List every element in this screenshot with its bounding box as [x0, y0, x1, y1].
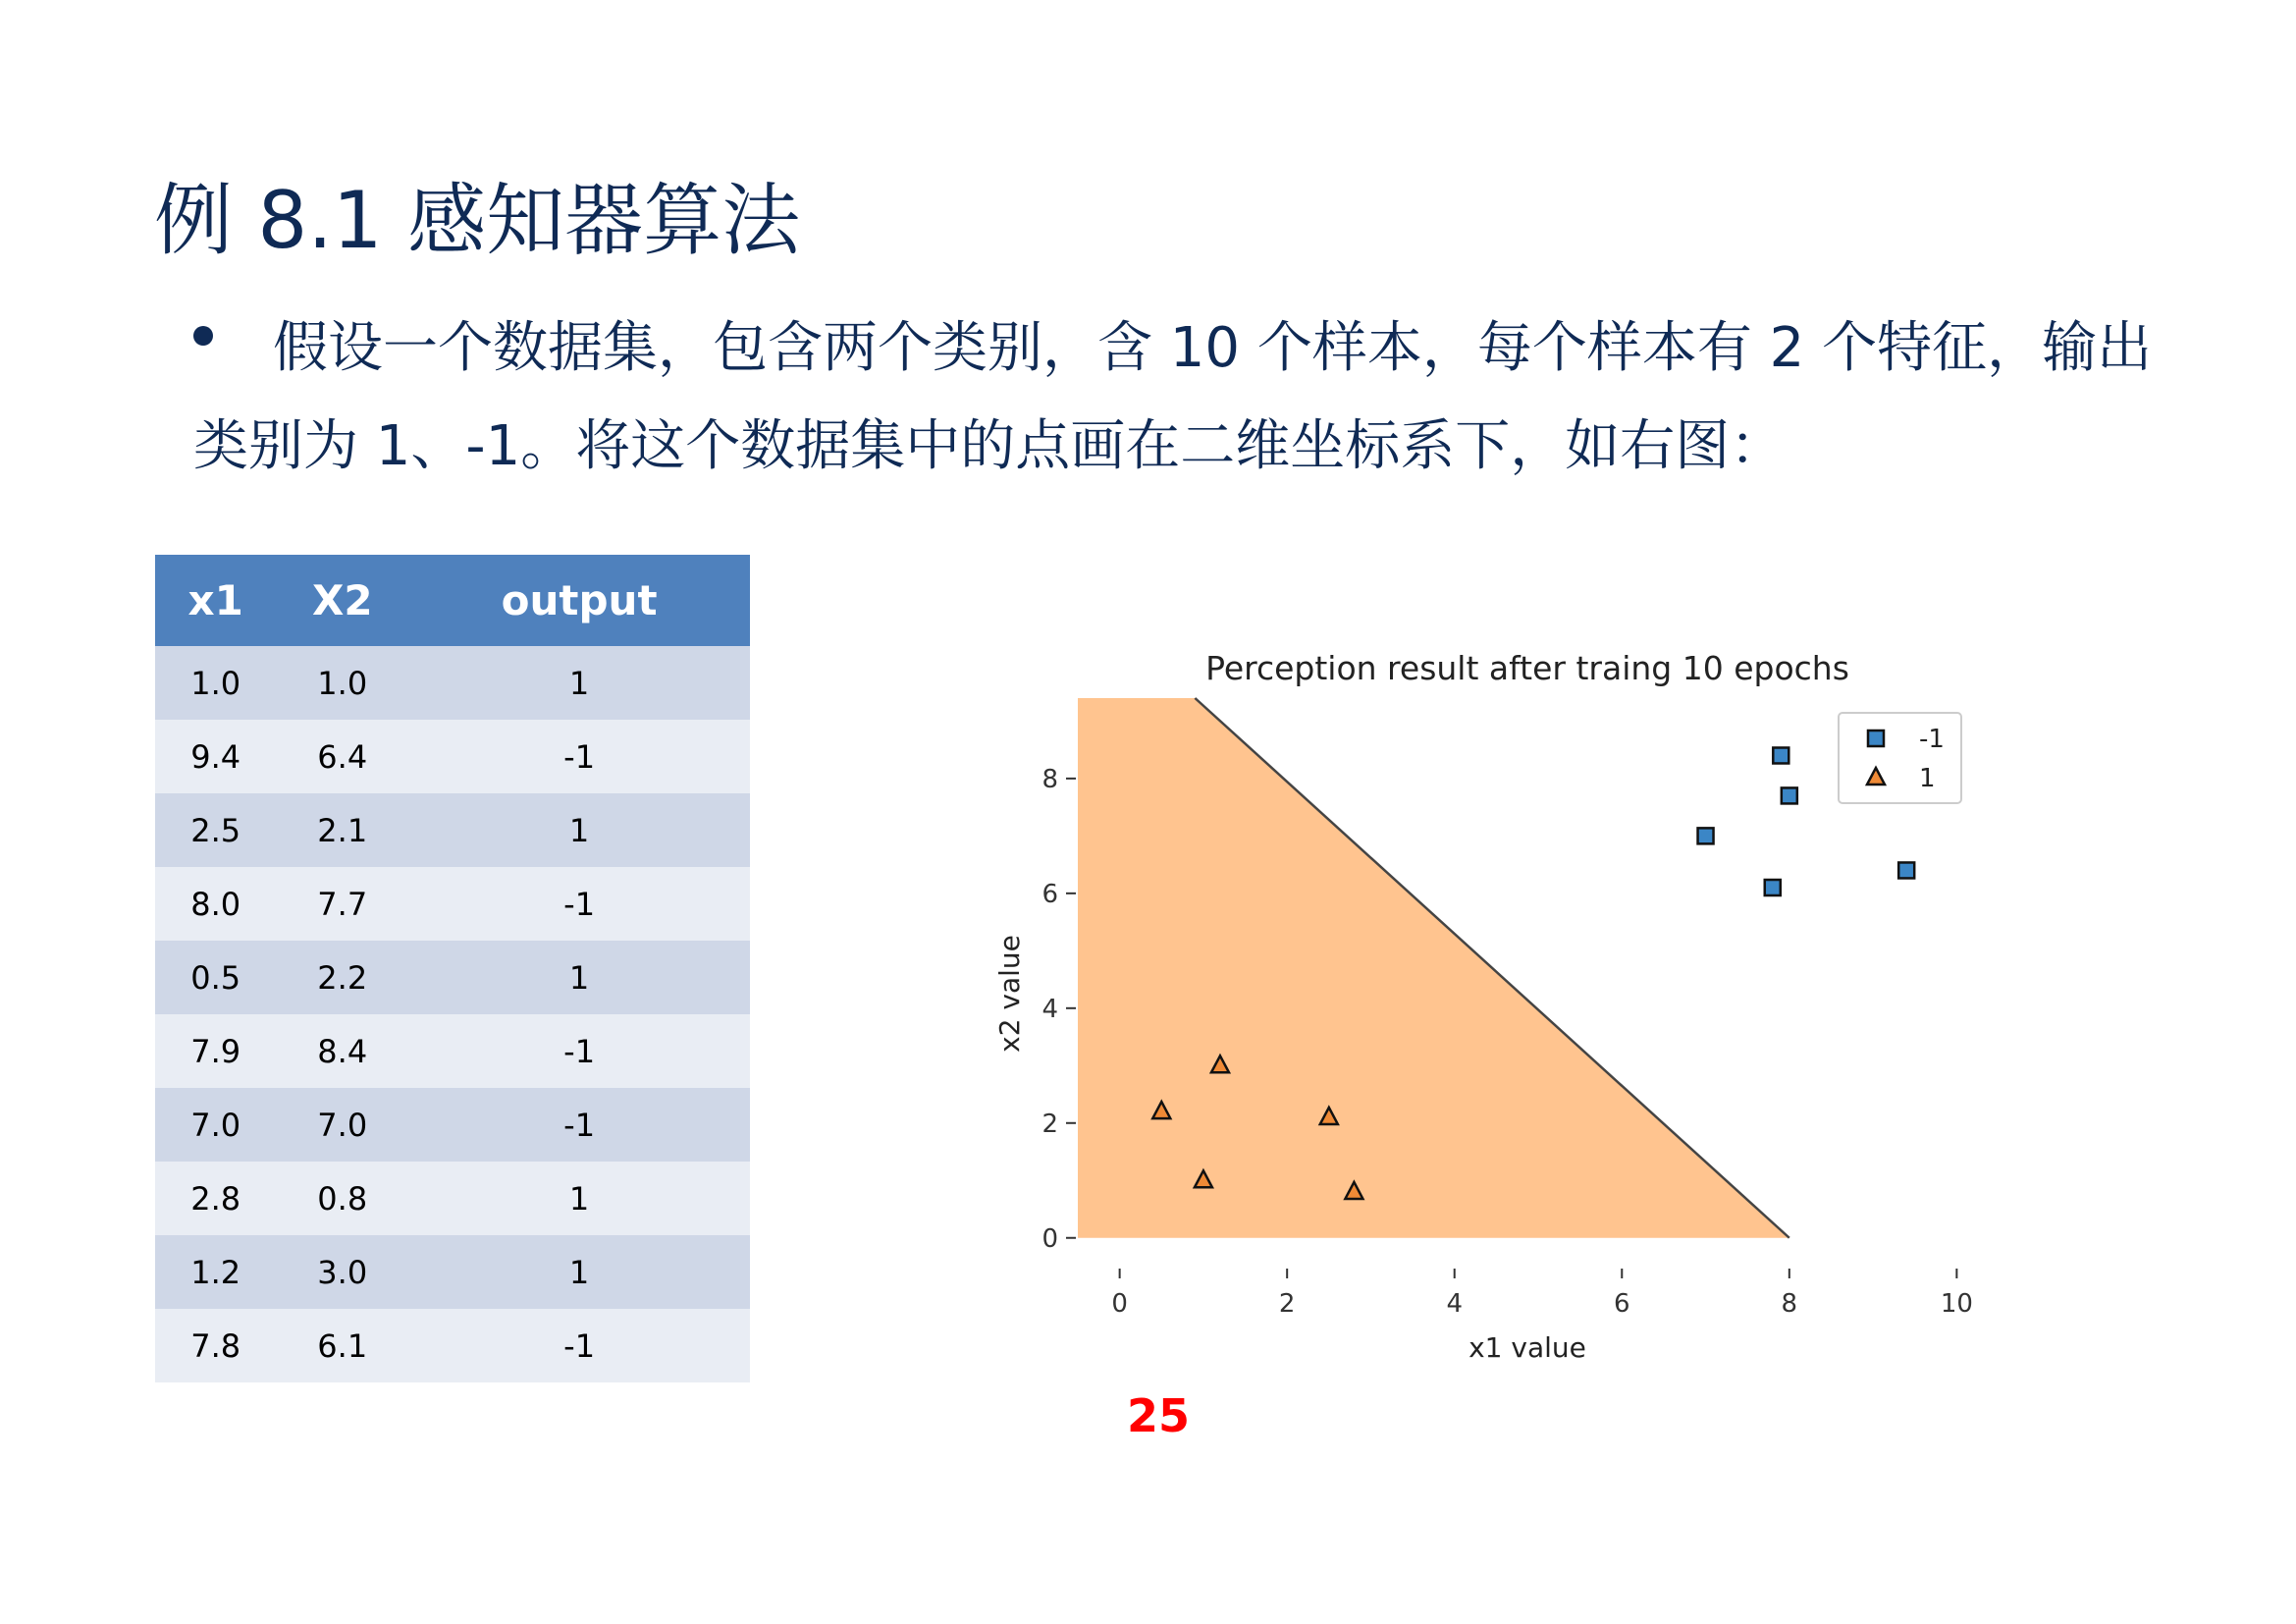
table-row: [155, 867, 750, 941]
y-tick-label: 2: [1041, 1109, 1058, 1139]
y-axis-label: x2 value: [993, 935, 1026, 1053]
page-number: 25: [1126, 1389, 1190, 1442]
scatter-chart: [982, 628, 2002, 1375]
y-tick-label: 8: [1041, 764, 1058, 794]
slide-title: 例 8.1 感知器算法: [154, 175, 801, 266]
y-tick-label: 6: [1041, 879, 1058, 909]
x-axis-label: x1 value: [1468, 1331, 1586, 1364]
table-row: [155, 1235, 750, 1309]
bullet-line-2: 类别为 1、-1。将这个数据集中的点画在二维坐标系下，如右图：: [193, 414, 1786, 478]
data-point-square: [1765, 880, 1781, 895]
data-point-square: [1782, 787, 1797, 803]
x-tick-label: 6: [1613, 1289, 1630, 1319]
table-row: [155, 646, 750, 720]
x-tick-label: 10: [1940, 1289, 1973, 1319]
table-cell: 1: [408, 941, 750, 1014]
chart-title: Perception result after traing 10 epochs: [1205, 649, 1849, 687]
table-cell: 6.1: [276, 1309, 408, 1382]
table-cell: 1: [408, 1162, 750, 1235]
table-cell: 7.7: [276, 867, 408, 941]
table-cell: -1: [408, 1088, 750, 1162]
table-cell: 6.4: [276, 720, 408, 793]
table-cell: 7.8: [155, 1309, 276, 1382]
data-point-square: [1898, 862, 1914, 878]
table-row: [155, 793, 750, 867]
table-cell: -1: [408, 720, 750, 793]
table-row: [155, 1309, 750, 1382]
header-output: output: [408, 555, 750, 646]
table-cell: 2.8: [155, 1162, 276, 1235]
x-tick-label: 0: [1111, 1289, 1128, 1319]
table-cell: 0.8: [276, 1162, 408, 1235]
table-cell: 1.2: [155, 1235, 276, 1309]
y-tick-label: 0: [1041, 1223, 1058, 1254]
header-x1: x1: [155, 555, 276, 646]
table-cell: 7.0: [155, 1088, 276, 1162]
table-row: [155, 1162, 750, 1235]
x-tick-label: 2: [1278, 1289, 1296, 1319]
table-cell: 0.5: [155, 941, 276, 1014]
table-cell: 8.0: [155, 867, 276, 941]
x-tick-label: 8: [1781, 1289, 1798, 1319]
table-cell: 1: [408, 793, 750, 867]
table-row: [155, 1014, 750, 1088]
table-cell: 7.0: [276, 1088, 408, 1162]
x-tick-label: 4: [1446, 1289, 1464, 1319]
table-cell: 1: [408, 646, 750, 720]
data-point-square: [1773, 747, 1789, 763]
table-row: [155, 720, 750, 793]
table-cell: 2.1: [276, 793, 408, 867]
legend-label: 1: [1919, 764, 1936, 793]
table-cell: 1.0: [155, 646, 276, 720]
table-cell: 9.4: [155, 720, 276, 793]
bullet-dot: [193, 326, 213, 346]
data-point-square: [1698, 828, 1714, 843]
table-cell: 1.0: [276, 646, 408, 720]
table-cell: 2.5: [155, 793, 276, 867]
legend-marker-square: [1868, 731, 1884, 746]
table-row: [155, 941, 750, 1014]
table-cell: 7.9: [155, 1014, 276, 1088]
table-cell: 3.0: [276, 1235, 408, 1309]
table-cell: -1: [408, 1014, 750, 1088]
y-tick-label: 4: [1041, 994, 1058, 1024]
table-cell: 2.2: [276, 941, 408, 1014]
table-cell: 8.4: [276, 1014, 408, 1088]
table-header-row: [155, 555, 750, 646]
header-x2: X2: [276, 555, 408, 646]
table-cell: 1: [408, 1235, 750, 1309]
plot-area: [1041, 698, 1999, 1319]
decision-region: [1078, 698, 1789, 1238]
table-cell: -1: [408, 867, 750, 941]
table-cell: -1: [408, 1309, 750, 1382]
bullet-line-1: 假设一个数据集，包含两个类别，含 10 个样本，每个样本有 2 个特征，输出: [273, 316, 2153, 380]
legend-label: -1: [1919, 725, 1945, 754]
table-row: [155, 1088, 750, 1162]
data-table: [155, 555, 750, 1382]
